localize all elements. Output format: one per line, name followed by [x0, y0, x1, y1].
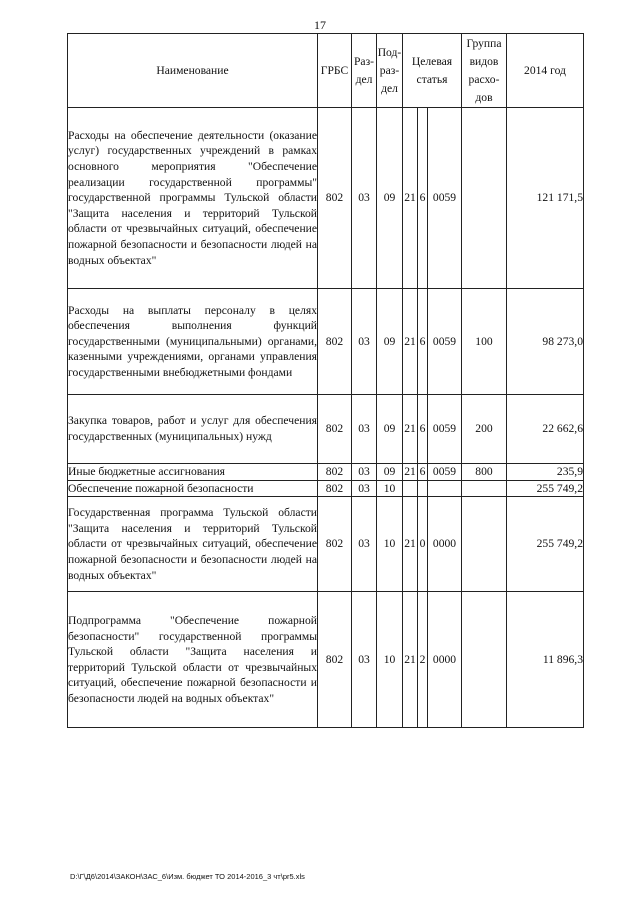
cell-target-direction: 0059 [428, 464, 462, 481]
cell-expense-group [462, 592, 507, 728]
table-row [68, 108, 584, 289]
cell-amount: 11 896,3 [507, 592, 584, 728]
cell-podrazdel: 10 [377, 592, 403, 728]
cell-target-direction [428, 480, 462, 497]
cell-grbs: 802 [318, 395, 352, 464]
cell-target-program: 21 [403, 289, 418, 395]
cell-expense-group [462, 108, 507, 289]
cell-amount: 235,9 [507, 464, 584, 481]
cell-target-subprogram: 6 [418, 289, 428, 395]
cell-target-program: 21 [403, 395, 418, 464]
cell-target-subprogram: 6 [418, 464, 428, 481]
cell-target-direction: 0059 [428, 395, 462, 464]
cell-amount: 255 749,2 [507, 480, 584, 497]
file-path-footer: D:\Г\Д6\2014\ЗАКОН\ЗАС_6\Изм. бюджет ТО 2014-2016_3 чт\pr5.xls [70, 872, 305, 881]
row-name: Закупка товаров, работ и услуг для обеспечения государственных (муниципальных) нужд [68, 395, 318, 464]
header-target-article: Целевая статья [403, 34, 462, 108]
header-expense-group: Группа видов расхо- дов [462, 34, 507, 108]
cell-razdel: 03 [352, 108, 377, 289]
cell-target-subprogram: 6 [418, 108, 428, 289]
cell-grbs: 802 [318, 108, 352, 289]
header-name: Наименование [68, 34, 318, 108]
cell-target-program: 21 [403, 497, 418, 592]
cell-target-direction: 0000 [428, 497, 462, 592]
table-row [68, 592, 584, 728]
row-name: Иные бюджетные ассигнования [68, 464, 318, 481]
cell-grbs: 802 [318, 592, 352, 728]
cell-target-subprogram: 2 [418, 592, 428, 728]
cell-expense-group [462, 480, 507, 497]
cell-target-program: 21 [403, 592, 418, 728]
cell-podrazdel: 09 [377, 464, 403, 481]
cell-podrazdel: 10 [377, 480, 403, 497]
cell-grbs: 802 [318, 497, 352, 592]
cell-amount: 121 171,5 [507, 108, 584, 289]
row-name: Подпрограмма "Обеспечение пожарной безопасности" государственной программы Тульской области "Защита населения и территорий Тульской области от чрезвычайных ситуаций, обеспечение пожарной безопасности и безопасности людей на водных объектах" [68, 592, 318, 728]
cell-target-program: 21 [403, 108, 418, 289]
cell-amount: 255 749,2 [507, 497, 584, 592]
cell-podrazdel: 10 [377, 497, 403, 592]
table-row [68, 497, 584, 592]
page-number: 17 [314, 18, 326, 32]
cell-podrazdel: 09 [377, 108, 403, 289]
cell-target-program: 21 [403, 464, 418, 481]
header-grbs: ГРБС [318, 34, 352, 108]
header-podrazdel: Под- раз- дел [377, 34, 403, 108]
row-name: Расходы на обеспечение деятельности (оказание услуг) государственных учреждений в рамках основного мероприятия "Обеспечение реализации государственной программы" государственной программы Тульской области "Защита населения и территорий Тульской области от чрезвычайных ситуаций, обеспечение пожарной безопасности и безопасности людей на водных объектах" [68, 108, 318, 289]
cell-expense-group: 800 [462, 464, 507, 481]
cell-razdel: 03 [352, 395, 377, 464]
header-year-2014: 2014 год [507, 34, 584, 108]
table-body [68, 108, 584, 728]
table-row [68, 464, 584, 481]
cell-target-subprogram: 6 [418, 395, 428, 464]
cell-razdel: 03 [352, 592, 377, 728]
row-name: Государственная программа Тульской области "Защита населения и территорий Тульской области от чрезвычайных ситуаций, обеспечение пожарной безопасности и безопасности людей на водных объектах" [68, 497, 318, 592]
cell-amount: 22 662,6 [507, 395, 584, 464]
cell-target-direction: 0059 [428, 289, 462, 395]
row-name: Обеспечение пожарной безопасности [68, 480, 318, 497]
cell-grbs: 802 [318, 464, 352, 481]
cell-target-subprogram [418, 480, 428, 497]
row-name: Расходы на выплаты персоналу в целях обеспечения выполнения функций государственными (муниципальными) органами, казенными учреждениями, органами управления государственными внебюджетными фондами [68, 289, 318, 395]
cell-podrazdel: 09 [377, 289, 403, 395]
cell-grbs: 802 [318, 480, 352, 497]
cell-podrazdel: 09 [377, 395, 403, 464]
cell-expense-group: 200 [462, 395, 507, 464]
cell-target-program [403, 480, 418, 497]
budget-table [67, 33, 584, 728]
header-razdel: Раз- дел [352, 34, 377, 108]
cell-amount: 98 273,0 [507, 289, 584, 395]
table-row [68, 480, 584, 497]
cell-grbs: 802 [318, 289, 352, 395]
table-row [68, 289, 584, 395]
cell-target-direction: 0000 [428, 592, 462, 728]
cell-target-subprogram: 0 [418, 497, 428, 592]
cell-expense-group [462, 497, 507, 592]
cell-razdel: 03 [352, 480, 377, 497]
cell-razdel: 03 [352, 289, 377, 395]
cell-razdel: 03 [352, 464, 377, 481]
cell-target-direction: 0059 [428, 108, 462, 289]
cell-razdel: 03 [352, 497, 377, 592]
cell-expense-group: 100 [462, 289, 507, 395]
table-row [68, 395, 584, 464]
